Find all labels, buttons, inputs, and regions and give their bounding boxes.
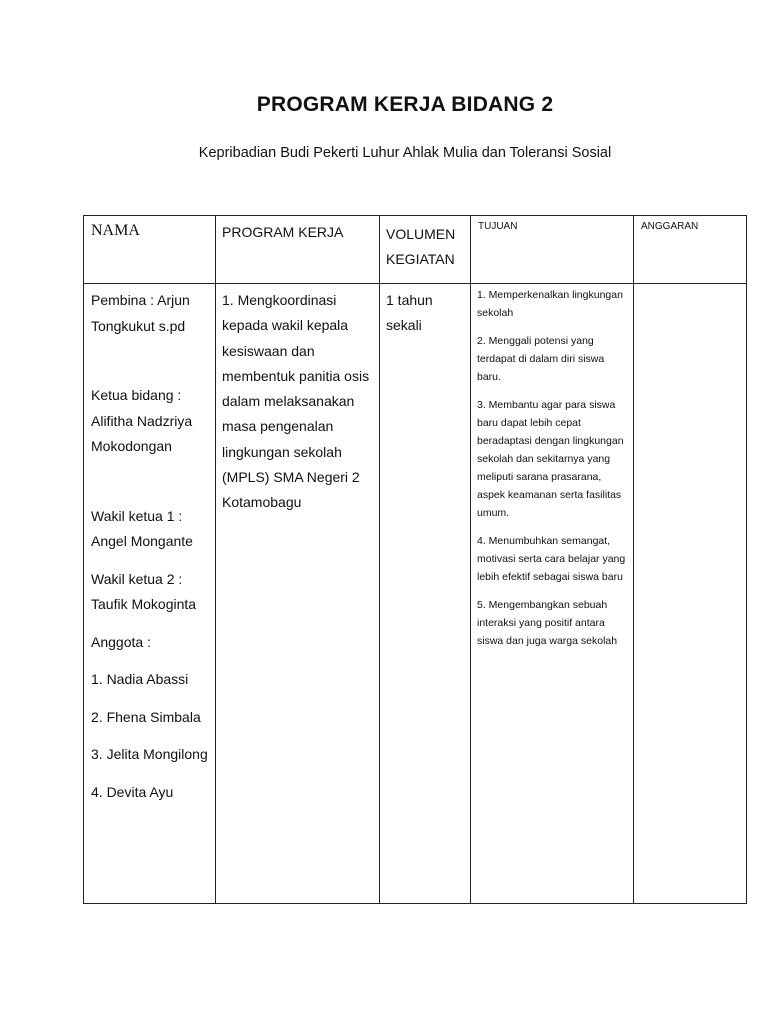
header-volumen xyxy=(380,216,471,284)
nama-wakil-ketua-1: Wakil ketua 1 : Angel Mongante xyxy=(91,507,193,549)
program-table xyxy=(83,215,747,904)
header-volumen-line1: VOLUMEN xyxy=(386,226,456,242)
anggota-item: 1. Nadia Abassi xyxy=(91,671,189,687)
anggota-label: Anggota : xyxy=(91,633,151,650)
cell-tujuan xyxy=(471,284,634,904)
header-nama-label: NAMA xyxy=(91,222,140,239)
cell-anggaran xyxy=(634,284,747,904)
document-title: PROGRAM KERJA BIDANG 2 xyxy=(256,93,554,116)
nama-ketua: Ketua bidang : Alifitha Nadzriya Mokodongan xyxy=(91,387,193,454)
anggota-item: 2. Fhena Simbala xyxy=(91,708,201,725)
anggota-item: 3. Jelita Mongilong xyxy=(91,746,208,762)
table-row xyxy=(84,284,747,904)
header-nama xyxy=(84,216,216,284)
header-tujuan-label: TUJUAN xyxy=(478,221,518,232)
nama-wakil-ketua-2: Wakil ketua 2 : Taufik Mokoginta xyxy=(91,570,197,612)
table-header-row xyxy=(84,216,747,284)
header-tujuan xyxy=(471,216,634,284)
tujuan-item: 2. Menggali potensi yang terdapat di dalam diri siswa baru. xyxy=(477,335,605,383)
tujuan-item: 3. Membantu agar para siswa baru dapat lebih cepat beradaptasi dengan lingkungan sekolah dan sekitarnya yang meliputi sarana prasarana, aspek keamanan serta fasilitas umum. xyxy=(477,399,624,519)
document-subtitle: Kepribadian Budi Pekerti Luhur Ahlak Mulia dan Toleransi Sosial xyxy=(198,145,612,161)
cell-volumen xyxy=(380,284,471,904)
volumen-text: 1 tahun sekali xyxy=(386,292,433,334)
anggota-item: 4. Devita Ayu xyxy=(91,783,174,800)
cell-program-kerja xyxy=(216,284,380,904)
header-program-kerja-label: PROGRAM KERJA xyxy=(222,224,344,240)
header-program-kerja xyxy=(216,216,380,284)
header-anggaran-label: ANGGARAN xyxy=(641,221,699,232)
cell-nama xyxy=(84,284,216,904)
tujuan-item: 5. Mengembangkan sebuah interaksi yang positif antara siswa dan juga warga sekolah xyxy=(477,599,618,647)
tujuan-item: 1. Memperkenalkan lingkungan sekolah xyxy=(477,289,623,319)
header-anggaran xyxy=(634,216,747,284)
tujuan-item: 4. Menumbuhkan semangat, motivasi serta cara belajar yang lebih efektif sebagai siswa baru xyxy=(477,535,626,583)
header-volumen-line2: KEGIATAN xyxy=(386,251,455,267)
nama-pembina: Pembina : Arjun Tongkukut s.pd xyxy=(91,292,190,334)
program-kerja-text: 1. Mengkoordinasi kepada wakil kepala kesiswaan dan membentuk panitia osis dalam melaksanakan masa pengenalan lingkungan sekolah (MPLS) SMA Negeri 2 Kotamobagu xyxy=(222,292,370,511)
